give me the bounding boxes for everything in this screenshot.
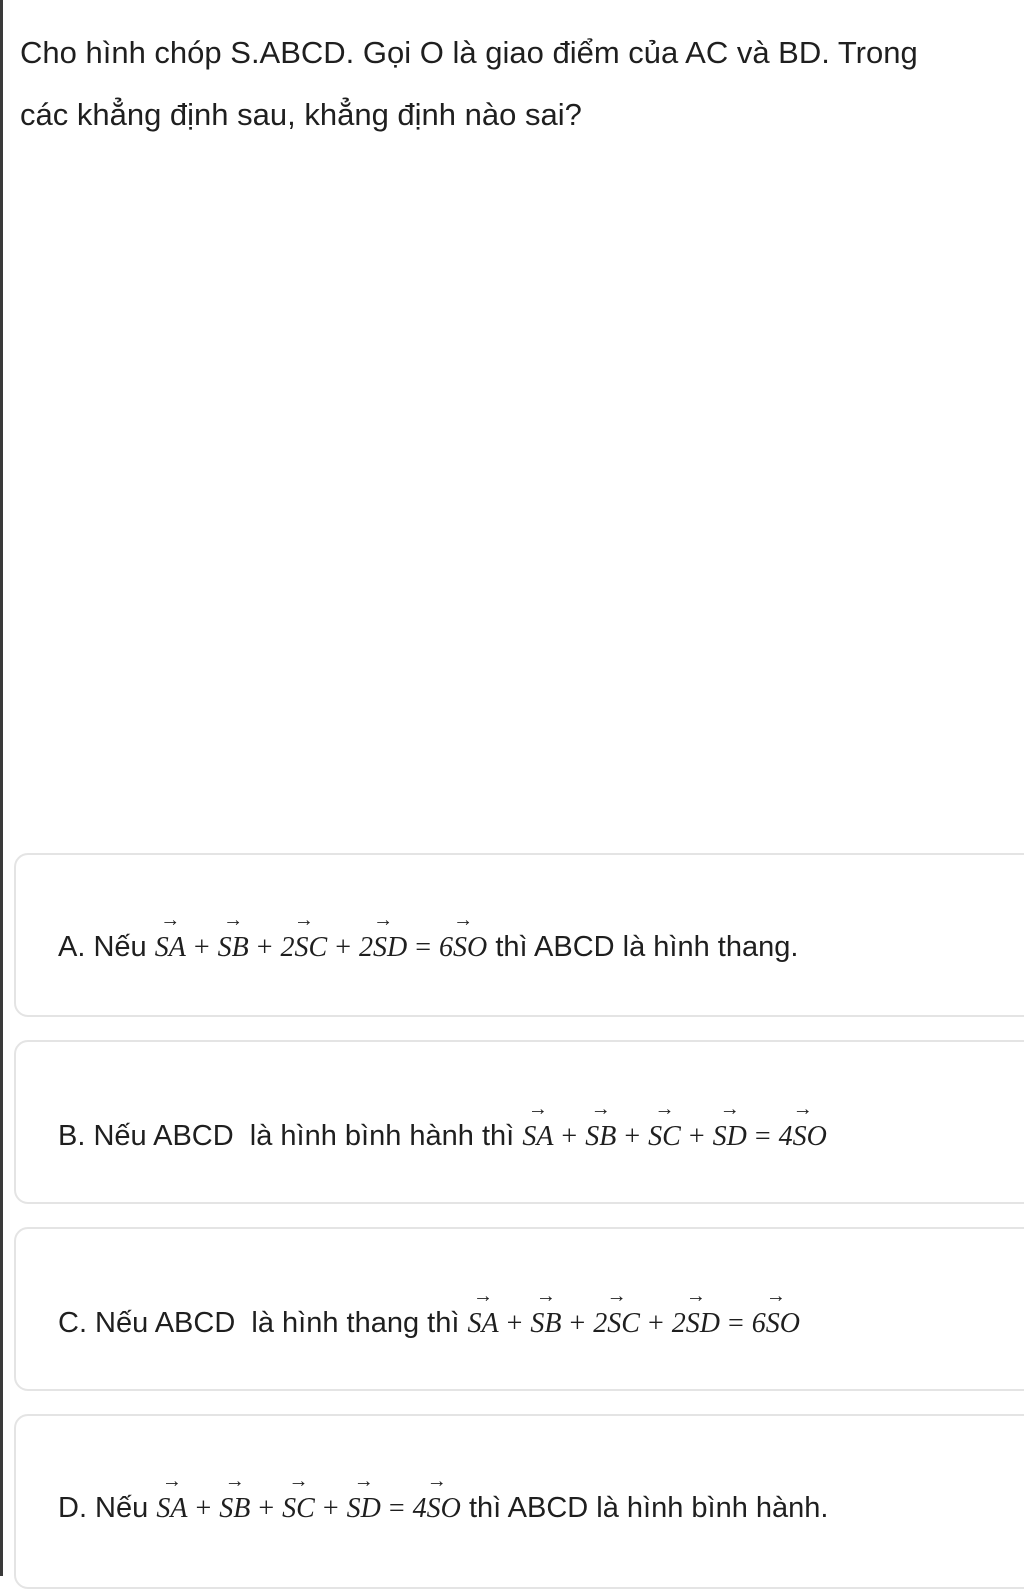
option-c-term-5: → 6SO bbox=[752, 1304, 800, 1344]
option-b-prefix: B. Nếu ABCD là hình bình hành thì bbox=[58, 1120, 523, 1152]
option-c-op-3: + bbox=[647, 1308, 664, 1339]
option-b-term-3: → SC bbox=[648, 1117, 681, 1157]
option-d-text bbox=[58, 1488, 828, 1529]
option-d-op-3: + bbox=[322, 1493, 339, 1524]
option-a-op-3: + bbox=[335, 932, 352, 963]
option-c-op-2: + bbox=[569, 1308, 586, 1339]
option-a-term-4: → 2SD bbox=[359, 928, 407, 968]
question-line-2: các khẳng định sau, khẳng định nào sai? bbox=[20, 97, 582, 132]
option-d-term-5: → 4SO bbox=[413, 1489, 461, 1529]
option-a-term-1: → SA bbox=[155, 928, 186, 968]
option-a-op-2: + bbox=[256, 932, 273, 963]
option-d-term-3: → SC bbox=[282, 1489, 315, 1529]
option-c-text bbox=[58, 1303, 800, 1344]
option-b-text bbox=[58, 1116, 827, 1157]
option-d-equation bbox=[156, 1493, 461, 1524]
option-c-term-2: → SB bbox=[530, 1304, 561, 1344]
option-b-term-2: → SB bbox=[585, 1117, 616, 1157]
option-a-op-1: + bbox=[193, 932, 210, 963]
option-b-card[interactable] bbox=[14, 1040, 1024, 1204]
option-a-term-5: → 6SO bbox=[439, 928, 487, 968]
option-c-term-4: → 2SD bbox=[672, 1304, 720, 1344]
option-b-op-1: + bbox=[561, 1121, 578, 1152]
option-c-op-1: + bbox=[506, 1308, 523, 1339]
option-b-term-5: → 4SO bbox=[779, 1117, 827, 1157]
option-d-card[interactable] bbox=[14, 1414, 1024, 1589]
option-d-prefix: D. Nếu bbox=[58, 1492, 157, 1524]
option-b-op-2: + bbox=[624, 1121, 641, 1152]
option-d-term-4: → SD bbox=[347, 1489, 381, 1529]
option-d-op-4: = bbox=[388, 1493, 405, 1524]
option-d-op-1: + bbox=[195, 1493, 212, 1524]
question-line-1: Cho hình chóp S.ABCD. Gọi O là giao điểm của AC và BD. Trong bbox=[20, 35, 918, 70]
option-d-op-2: + bbox=[258, 1493, 275, 1524]
option-c-term-1: → SA bbox=[467, 1304, 498, 1344]
option-c-equation bbox=[467, 1308, 800, 1339]
option-a-text bbox=[58, 927, 798, 968]
option-c-card[interactable] bbox=[14, 1227, 1024, 1391]
option-a-term-2: → SB bbox=[218, 928, 249, 968]
option-c-op-4: = bbox=[728, 1308, 744, 1339]
option-b-term-1: → SA bbox=[522, 1117, 553, 1157]
option-d-term-2: → SB bbox=[219, 1489, 250, 1529]
option-b-term-4: → SD bbox=[713, 1117, 747, 1157]
option-a-prefix: A. Nếu bbox=[58, 931, 155, 963]
option-d-term-1: → SA bbox=[156, 1489, 187, 1529]
option-a-suffix: thì ABCD là hình thang. bbox=[487, 931, 799, 963]
option-a-term-3: → 2SC bbox=[281, 928, 328, 968]
option-a-op-4: = bbox=[415, 932, 432, 963]
option-c-term-3: → 2SC bbox=[593, 1304, 640, 1344]
option-b-op-4: = bbox=[754, 1121, 771, 1152]
option-a-card[interactable] bbox=[14, 853, 1024, 1017]
option-a-equation bbox=[155, 932, 488, 963]
left-border bbox=[0, 0, 3, 1576]
option-b-equation bbox=[522, 1121, 827, 1152]
option-c-prefix: C. Nếu ABCD là hình thang thì bbox=[58, 1307, 468, 1339]
question-text bbox=[20, 22, 1020, 146]
option-b-op-3: + bbox=[688, 1121, 705, 1152]
option-d-suffix: thì ABCD là hình bình hành. bbox=[460, 1492, 829, 1524]
